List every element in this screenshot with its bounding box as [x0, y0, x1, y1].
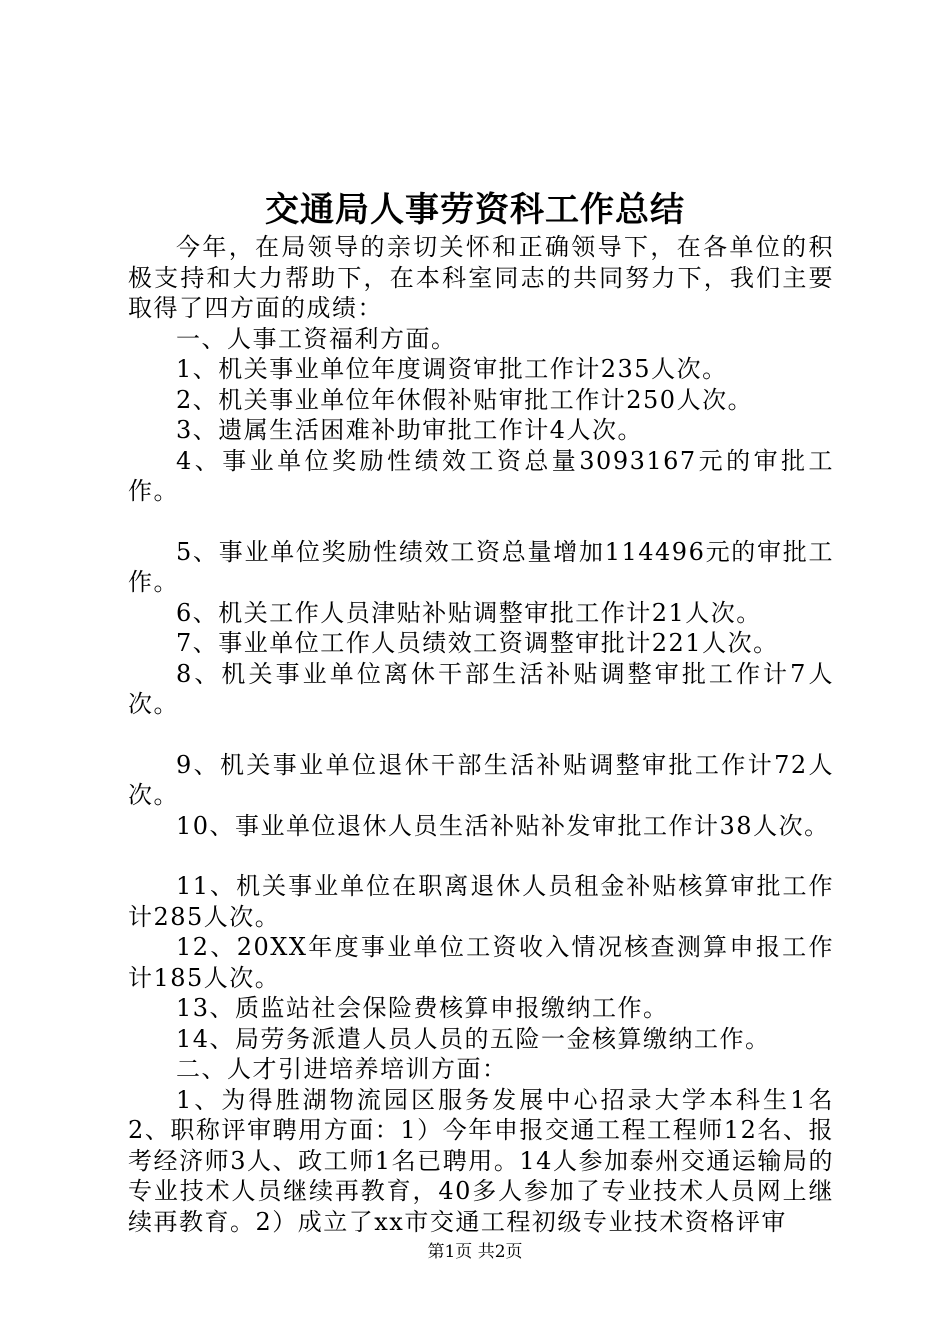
paragraph: 12、20XX年度事业单位工资收入情况核查测算申报工作计185人次。	[128, 933, 834, 992]
paragraph: 1、为得胜湖物流园区服务发展中心招录大学本科生1名2、职称评审聘用方面：1）今年申报交通工程工程师12名、报考经济师3人、政工师1名已聘用。14人参加泰州交通运输局的专业技术人员继续再教育，40多人参加了专业技术人员网上继续再教育。2）成立了xx市交通工程初级专业技术资格评审	[128, 1085, 834, 1236]
paragraph: 1、机关事业单位年度调资审批工作计235人次。	[176, 355, 728, 383]
paragraph: 一、人事工资福利方面。	[176, 324, 457, 353]
paragraph: 4、事业单位奖励性绩效工资总量3093167元的审批工作。	[128, 446, 834, 505]
page-footer: 第1页 共2页	[427, 1242, 523, 1262]
paragraph: 8、机关事业单位离休干部生活补贴调整审批工作计7人次。	[128, 659, 834, 718]
paragraph: 6、机关工作人员津贴补贴调整审批工作计21人次。	[176, 598, 762, 627]
paragraph: 二、人才引进培养培训方面：	[176, 1055, 508, 1083]
paragraph: 10、事业单位退休人员生活补贴补发审批工作计38人次。	[176, 811, 830, 840]
paragraph: 今年，在局领导的亲切关怀和正确领导下，在各单位的积极支持和大力帮助下，在本科室同志的共同努力下，我们主要取得了四方面的成绩：	[128, 233, 834, 322]
paragraph: 3、遗属生活困难补助审批工作计4人次。	[176, 416, 644, 444]
paragraph: 14、局劳务派遣人员人员的五险一金核算缴纳工作。	[176, 1024, 771, 1053]
paragraph: 7、事业单位工作人员绩效工资调整审批计221人次。	[176, 629, 779, 657]
paragraph: 13、质监站社会保险费核算申报缴纳工作。	[176, 994, 669, 1022]
paragraph: 5、事业单位奖励性绩效工资总量增加114496元的审批工作。	[128, 537, 834, 596]
paragraph: 9、机关事业单位退休干部生活补贴调整审批工作计72人次。	[128, 750, 834, 809]
document-body	[128, 232, 834, 1237]
document-title: 交通局人事劳资科工作总结	[265, 190, 685, 230]
paragraph: 11、机关事业单位在职离退休人员租金补贴核算审批工作计285人次。	[128, 872, 834, 931]
paragraph: 2、机关事业单位年休假补贴审批工作计250人次。	[176, 385, 754, 414]
